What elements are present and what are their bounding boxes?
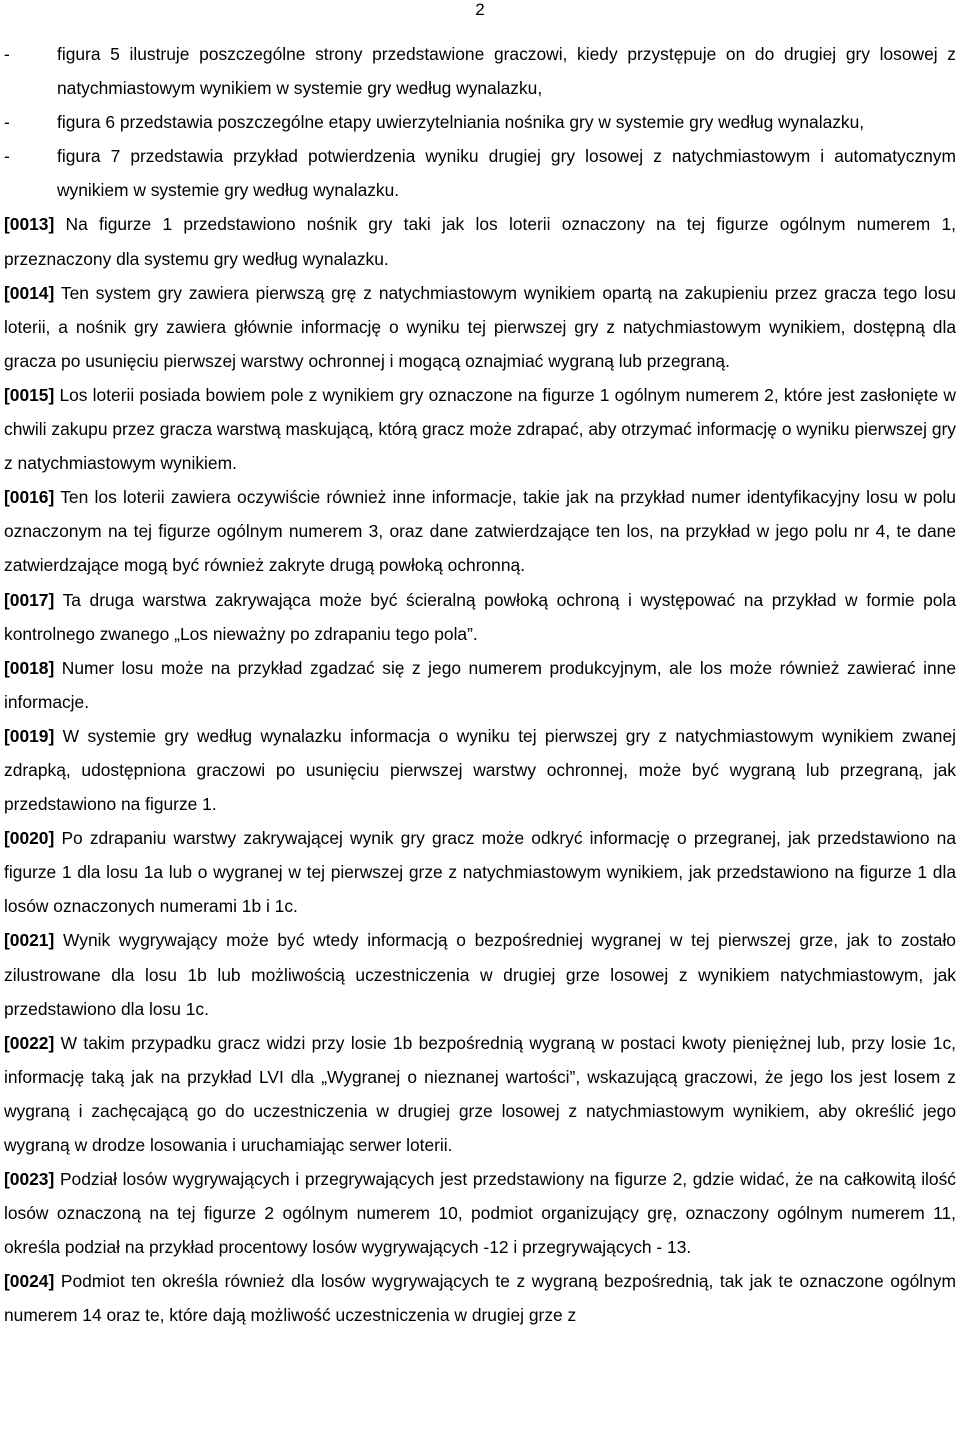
paragraph-text: Los loterii posiada bowiem pole z wynikiem gry oznaczone na figurze 1 ogólnym numerem 2, które jest zasłonięte w chwili zakupu przez gracza warstwą maskującą, którą gracz może zdrapać, aby otrzymać informację o wyniku pierwszej gry z natychmiastowym wynikiem.: [4, 384, 956, 474]
paragraph-list: [4, 207, 956, 1332]
paragraph-text: Podmiot ten określa również dla losów wygrywających te z wygraną bezpośrednią, tak jak te oznaczone ogólnym numerem 14 oraz te, które dają możliwość uczestniczenia w drugiej grze z: [4, 1271, 956, 1326]
figure-list-item: [4, 37, 956, 105]
paragraph-text: Ta druga warstwa zakrywająca może być ścieralną powłoką ochroną i występować na przykład w formie pola kontrolnego zwanego „Los nieważny po zdrapaniu tego pola”.: [4, 589, 956, 644]
figure-list-item: [4, 139, 956, 207]
paragraph-number: [0014]: [4, 282, 55, 303]
paragraph: [4, 1162, 956, 1264]
paragraph-number: [0022]: [4, 1032, 55, 1053]
paragraph-text: Ten los loterii zawiera oczywiście również inne informacje, takie jak na przykład numer identyfikacyjny losu w polu oznaczonym na tej figurze ogólnym numerem 3, oraz dane zatwierdzające ten los, na przykład w jego polu nr 4, te dane zatwierdzające mogą być również zakryte drugą powłoką ochronną.: [4, 487, 956, 576]
figure-list: [4, 37, 956, 207]
paragraph: [4, 583, 956, 651]
paragraph-text: Na figurze 1 przedstawiono nośnik gry taki jak los loterii oznaczony na tej figurze ogólnym numerem 1, przeznaczony dla systemu gry według wynalazku.: [4, 214, 956, 269]
list-dash: -: [4, 112, 10, 133]
paragraph: [4, 719, 956, 821]
list-item-text: figura 6 przedstawia poszczególne etapy uwierzytelniania nośnika gry w systemie gry według wynalazku,: [57, 112, 865, 133]
paragraph-number: [0016]: [4, 487, 55, 508]
list-dash: -: [4, 146, 10, 167]
list-dash: -: [4, 44, 10, 64]
paragraph-text: W takim przypadku gracz widzi przy losie 1b bezpośrednią wygraną w postaci kwoty pieniężnej lub, przy losie 1c, informację taką jak na przykład LVI dla „Wygranej o nieznanej wartości”, wskazującą graczowi, że jego los jest losem z wygraną i zachęcającą go do uczestniczenia w drugiej grze losowej z natychmiastowym wynikiem, aby określić jego wygraną w drodze losowania i uruchamiając serwer loterii.: [4, 1032, 956, 1155]
figure-list-item: [4, 105, 956, 139]
paragraph-number: [0017]: [4, 589, 55, 610]
paragraph-number: [0024]: [4, 1271, 55, 1292]
paragraph: [4, 276, 956, 378]
paragraph: [4, 1264, 956, 1332]
paragraph: [4, 651, 956, 719]
paragraph-text: Numer losu może na przykład zgadzać się z jego numerem produkcyjnym, ale los może również zawierać inne informacje.: [4, 657, 956, 712]
paragraph-text: Wynik wygrywający może być wtedy informacją o bezpośredniej wygranej w tej pierwszej grze, jak to zostało zilustrowane dla losu 1b lub możliwością uczestniczenia w drugiej grze losowej z wynikiem natychmiastowym, jak przedstawiono dla losu 1c.: [4, 930, 956, 1019]
paragraph-number: [0015]: [4, 384, 55, 405]
paragraph-text: Ten system gry zawiera pierwszą grę z natychmiastowym wynikiem opartą na zakupieniu przez gracza tego losu loterii, a nośnik gry zawiera głównie informację o wyniku tej pierwszej gry z natychmiastowym wynikiem, dostępną dla gracza po usunięciu pierwszej warstwy ochronnej i mogącą oznajmiać wygraną lub przegraną.: [4, 282, 956, 371]
paragraph: [4, 207, 956, 275]
paragraph: [4, 1026, 956, 1162]
paragraph-text: Po zdrapaniu warstwy zakrywającej wynik gry gracz może odkryć informację o przegranej, jak przedstawiono na figurze 1 dla losu 1a lub o wygranej w tej pierwszej grze z natychmiastowym wynikiem, jak przedstawiono na figurze 1 dla losów oznaczonych numerami 1b i 1c.: [4, 828, 956, 917]
paragraph-number: [0020]: [4, 828, 55, 849]
paragraph: [4, 821, 956, 923]
paragraph: [4, 923, 956, 1025]
paragraph-number: [0019]: [4, 725, 55, 746]
paragraph-number: [0018]: [4, 657, 55, 678]
paragraph: [4, 378, 956, 480]
document-body: [4, 37, 956, 1333]
paragraph-text: W systemie gry według wynalazku informacja o wyniku tej pierwszej gry z natychmiastowym wynikiem zwanej zdrapką, udostępniona graczowi po usunięciu pierwszej warstwy ochronnej, może być wygraną lub przegraną, jak przedstawiono na figurze 1.: [4, 725, 956, 815]
paragraph-text: Podział losów wygrywających i przegrywających jest przedstawiony na figurze 2, gdzie widać, że na całkowitą ilość losów oznaczoną na tej figurze 2 ogólnym numerem 10, podmiot organizujący grę, oznaczony ogólnym numerem 11, określa podział na przykład procentowy losów wygrywających -12 i przegrywających - 13.: [4, 1169, 956, 1258]
paragraph-number: [0023]: [4, 1169, 55, 1190]
paragraph: [4, 480, 956, 582]
page-number: 2: [475, 0, 485, 19]
list-item-text: figura 7 przedstawia przykład potwierdzenia wyniku drugiej gry losowej z natychmiastowym i automatycznym wynikiem w systemie gry według wynalazku.: [57, 146, 956, 201]
paragraph-number: [0021]: [4, 930, 55, 951]
list-item-text: figura 5 ilustruje poszczególne strony przedstawione graczowi, kiedy przystępuje on do drugiej gry losowej z natychmiastowym wynikiem w systemie gry według wynalazku,: [57, 44, 956, 99]
paragraph-number: [0013]: [4, 214, 55, 235]
